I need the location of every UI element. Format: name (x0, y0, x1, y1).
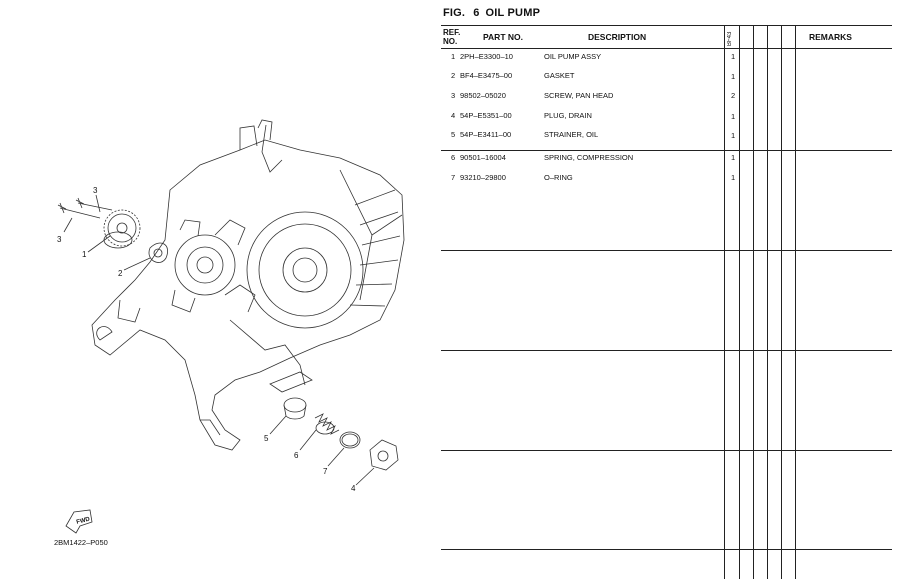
figure-name: OIL PUMP (485, 7, 541, 19)
row-ref: 2 (451, 71, 456, 80)
callout-5: 5 (264, 434, 269, 443)
header-description: DESCRIPTION (588, 32, 647, 42)
callout-1: 1 (82, 250, 87, 259)
header-part-no: PART NO. (483, 32, 523, 42)
row-part-no: 2PH–E3300–10 (460, 52, 513, 61)
exploded-parts-diagram (0, 0, 440, 579)
row-description: SCREW, PAN HEAD (544, 91, 614, 100)
row-qty: 1 (731, 173, 736, 182)
row-qty: 1 (731, 112, 736, 121)
table-top-rule (441, 25, 892, 26)
table-group-rule (441, 549, 892, 550)
callout-7: 7 (323, 467, 328, 476)
row-description: O–RING (544, 173, 573, 182)
row-part-no: 98502–05020 (460, 91, 506, 100)
row-qty: 1 (731, 52, 736, 61)
callout-3-lower: 3 (57, 235, 62, 244)
drawing-code: 2BM1422–P050 (54, 538, 108, 547)
header-ref-no: REF. NO. (443, 28, 461, 46)
fwd-label: FWD (75, 516, 91, 526)
screw-3a (58, 203, 100, 218)
row-ref: 5 (451, 130, 456, 139)
row-description: STRAINER, OIL (544, 130, 599, 139)
table-group-rule (441, 250, 892, 251)
row-qty: 1 (731, 153, 736, 162)
figure-label: FIG. (443, 7, 466, 19)
screw-3b (76, 198, 112, 210)
row-qty: 1 (731, 72, 736, 81)
row-ref: 7 (451, 173, 456, 182)
table-group-rule (441, 350, 892, 351)
figure-title (443, 7, 540, 19)
oil-pump-gear (104, 210, 140, 246)
strainer (284, 398, 306, 412)
figure-number: 6 (473, 7, 480, 19)
row-ref: 1 (451, 52, 456, 61)
column-divider (724, 25, 725, 579)
row-qty: 1 (731, 131, 736, 140)
header-remarks: REMARKS (809, 32, 852, 42)
gasket (149, 243, 168, 262)
row-description: GASKET (544, 71, 575, 80)
row-part-no: 90501–16004 (460, 153, 506, 162)
row-qty: 2 (731, 91, 736, 100)
cover-ring-outer (247, 212, 363, 328)
table-group-rule (441, 450, 892, 451)
column-divider (795, 25, 796, 579)
callout-2: 2 (118, 269, 123, 278)
row-description: PLUG, DRAIN (544, 111, 592, 120)
column-divider (781, 25, 782, 579)
column-divider (753, 25, 754, 579)
column-divider (767, 25, 768, 579)
row-ref: 3 (451, 91, 456, 100)
table-group-rule (441, 150, 892, 151)
row-part-no: BF4–E3475–00 (460, 71, 513, 80)
row-ref: 6 (451, 153, 456, 162)
callout-4: 4 (351, 484, 356, 493)
drain-plug (370, 440, 398, 470)
row-part-no: 93210–29800 (460, 173, 506, 182)
row-description: OIL PUMP ASSY (544, 52, 602, 61)
row-description: SPRING, COMPRESSION (544, 153, 634, 162)
row-part-no: 54P–E3411–00 (460, 130, 512, 139)
callout-6: 6 (294, 451, 299, 460)
row-ref: 4 (451, 111, 456, 120)
callout-3-upper: 3 (93, 186, 98, 195)
header-model-code: BF43 (727, 31, 733, 47)
table-header-rule (441, 48, 892, 49)
row-part-no: 54P–E5351–00 (460, 111, 512, 120)
column-divider (739, 25, 740, 579)
